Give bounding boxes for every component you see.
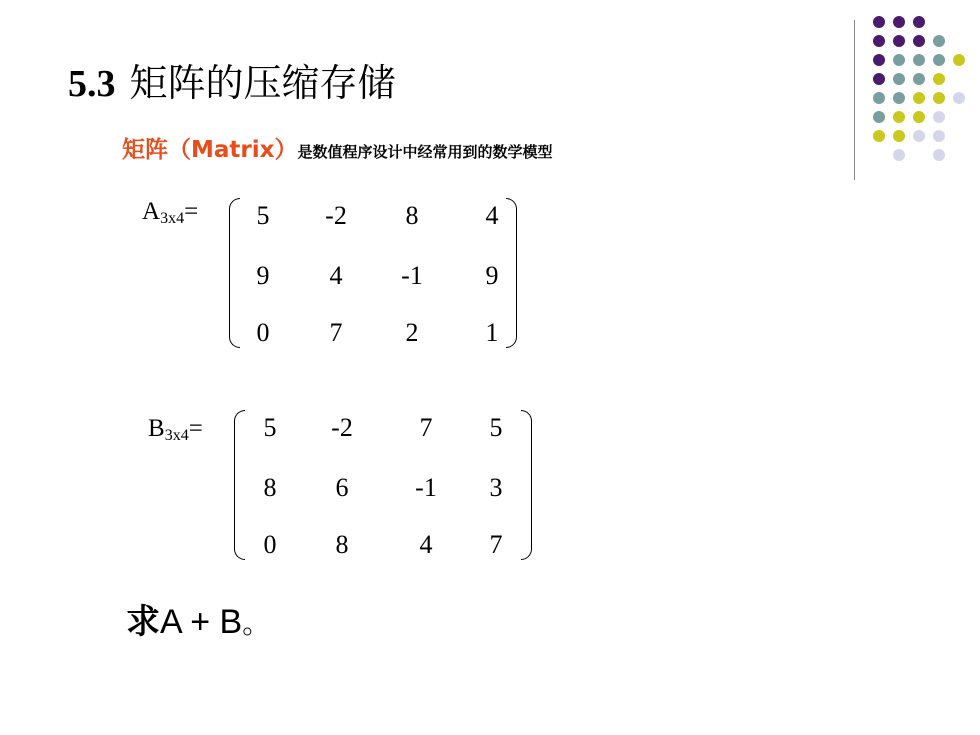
matrix-b-cell: 3 (489, 473, 503, 502)
matrix-a-left-bracket (229, 198, 240, 348)
decor-dot (933, 35, 945, 47)
matrix-b-cell: -1 (415, 473, 437, 502)
decor-dot (873, 111, 885, 123)
decor-dot (893, 130, 905, 142)
decor-dot (913, 35, 925, 47)
matrix-b-dims: 3x4 (164, 427, 189, 444)
title-text: 矩阵的压缩存储 (129, 61, 396, 105)
decor-dot (933, 92, 945, 104)
matrix-a-dims: 3x4 (160, 210, 185, 227)
decor-dot (933, 54, 945, 66)
decor-dot (953, 54, 965, 66)
section-number: 5.3 (68, 63, 116, 105)
question-expression: A + B (160, 603, 243, 641)
decor-dot (873, 16, 885, 28)
matrix-b-cell: 7 (419, 413, 433, 442)
decor-dot (893, 73, 905, 85)
subtitle-highlight: 矩阵（Matrix） (122, 137, 298, 163)
matrix-a-cell: 1 (485, 318, 499, 347)
decor-dot (913, 92, 925, 104)
matrix-a-cell: 0 (256, 318, 270, 347)
matrix-a-equals: = (184, 198, 199, 225)
matrix-b-cell: 5 (489, 413, 503, 442)
question-prefix: 求 (126, 602, 160, 642)
matrix-b-cell: 8 (335, 530, 349, 559)
decor-dot (913, 111, 925, 123)
matrix-b-name: B (148, 415, 165, 442)
subtitle (122, 131, 552, 164)
matrix-a-name: A (142, 198, 161, 225)
decor-dot (913, 73, 925, 85)
matrix-a-cell: 4 (485, 201, 499, 230)
matrix-b-cell: 0 (263, 530, 277, 559)
decor-dot (873, 130, 885, 142)
decor-dot (913, 16, 925, 28)
decor-dot (893, 92, 905, 104)
decor-divider (854, 20, 855, 180)
matrix-b-cell: 5 (263, 413, 277, 442)
decor-dot (933, 149, 945, 161)
matrix-b-equals: = (188, 415, 203, 442)
matrix-a-cell: 2 (405, 318, 419, 347)
matrix-a-cell: -2 (325, 201, 347, 230)
matrix-b-cell: 6 (335, 473, 349, 502)
question (126, 594, 270, 643)
decor-dot (893, 16, 905, 28)
decor-dot (873, 73, 885, 85)
subtitle-text: 是数值程序设计中经常用到的数学模型 (297, 143, 553, 161)
matrix-a-cell: 5 (256, 201, 270, 230)
question-suffix: 。 (242, 607, 271, 640)
matrix-b-cell: 7 (489, 530, 503, 559)
decor-dot (913, 130, 925, 142)
decor-dot (873, 35, 885, 47)
matrix-b-right-bracket (521, 410, 532, 560)
decor-dot (873, 54, 885, 66)
decor-dot (933, 111, 945, 123)
slide-title (68, 58, 396, 109)
matrix-b-cell: 4 (419, 530, 433, 559)
matrix-a-cell: 9 (485, 261, 499, 290)
matrix-a-cell: 9 (256, 261, 270, 290)
decor-dot (893, 149, 905, 161)
matrix-b-cell: 8 (263, 473, 277, 502)
decor-dot (873, 92, 885, 104)
matrix-a-label (142, 198, 198, 228)
matrix-a-cell: 7 (329, 318, 343, 347)
matrix-a-cell: 4 (329, 261, 343, 290)
matrix-a-cell: 8 (405, 201, 419, 230)
matrix-b-label (148, 415, 203, 445)
matrix-b-cell: -2 (331, 413, 353, 442)
matrix-b-left-bracket (234, 410, 245, 560)
decor-dot (933, 73, 945, 85)
decor-dot (953, 92, 965, 104)
matrix-a-cell: -1 (401, 261, 423, 290)
decor-dot (893, 111, 905, 123)
decor-dot (893, 54, 905, 66)
decor-dot (933, 130, 945, 142)
decor-dot (913, 54, 925, 66)
decor-dot (893, 35, 905, 47)
